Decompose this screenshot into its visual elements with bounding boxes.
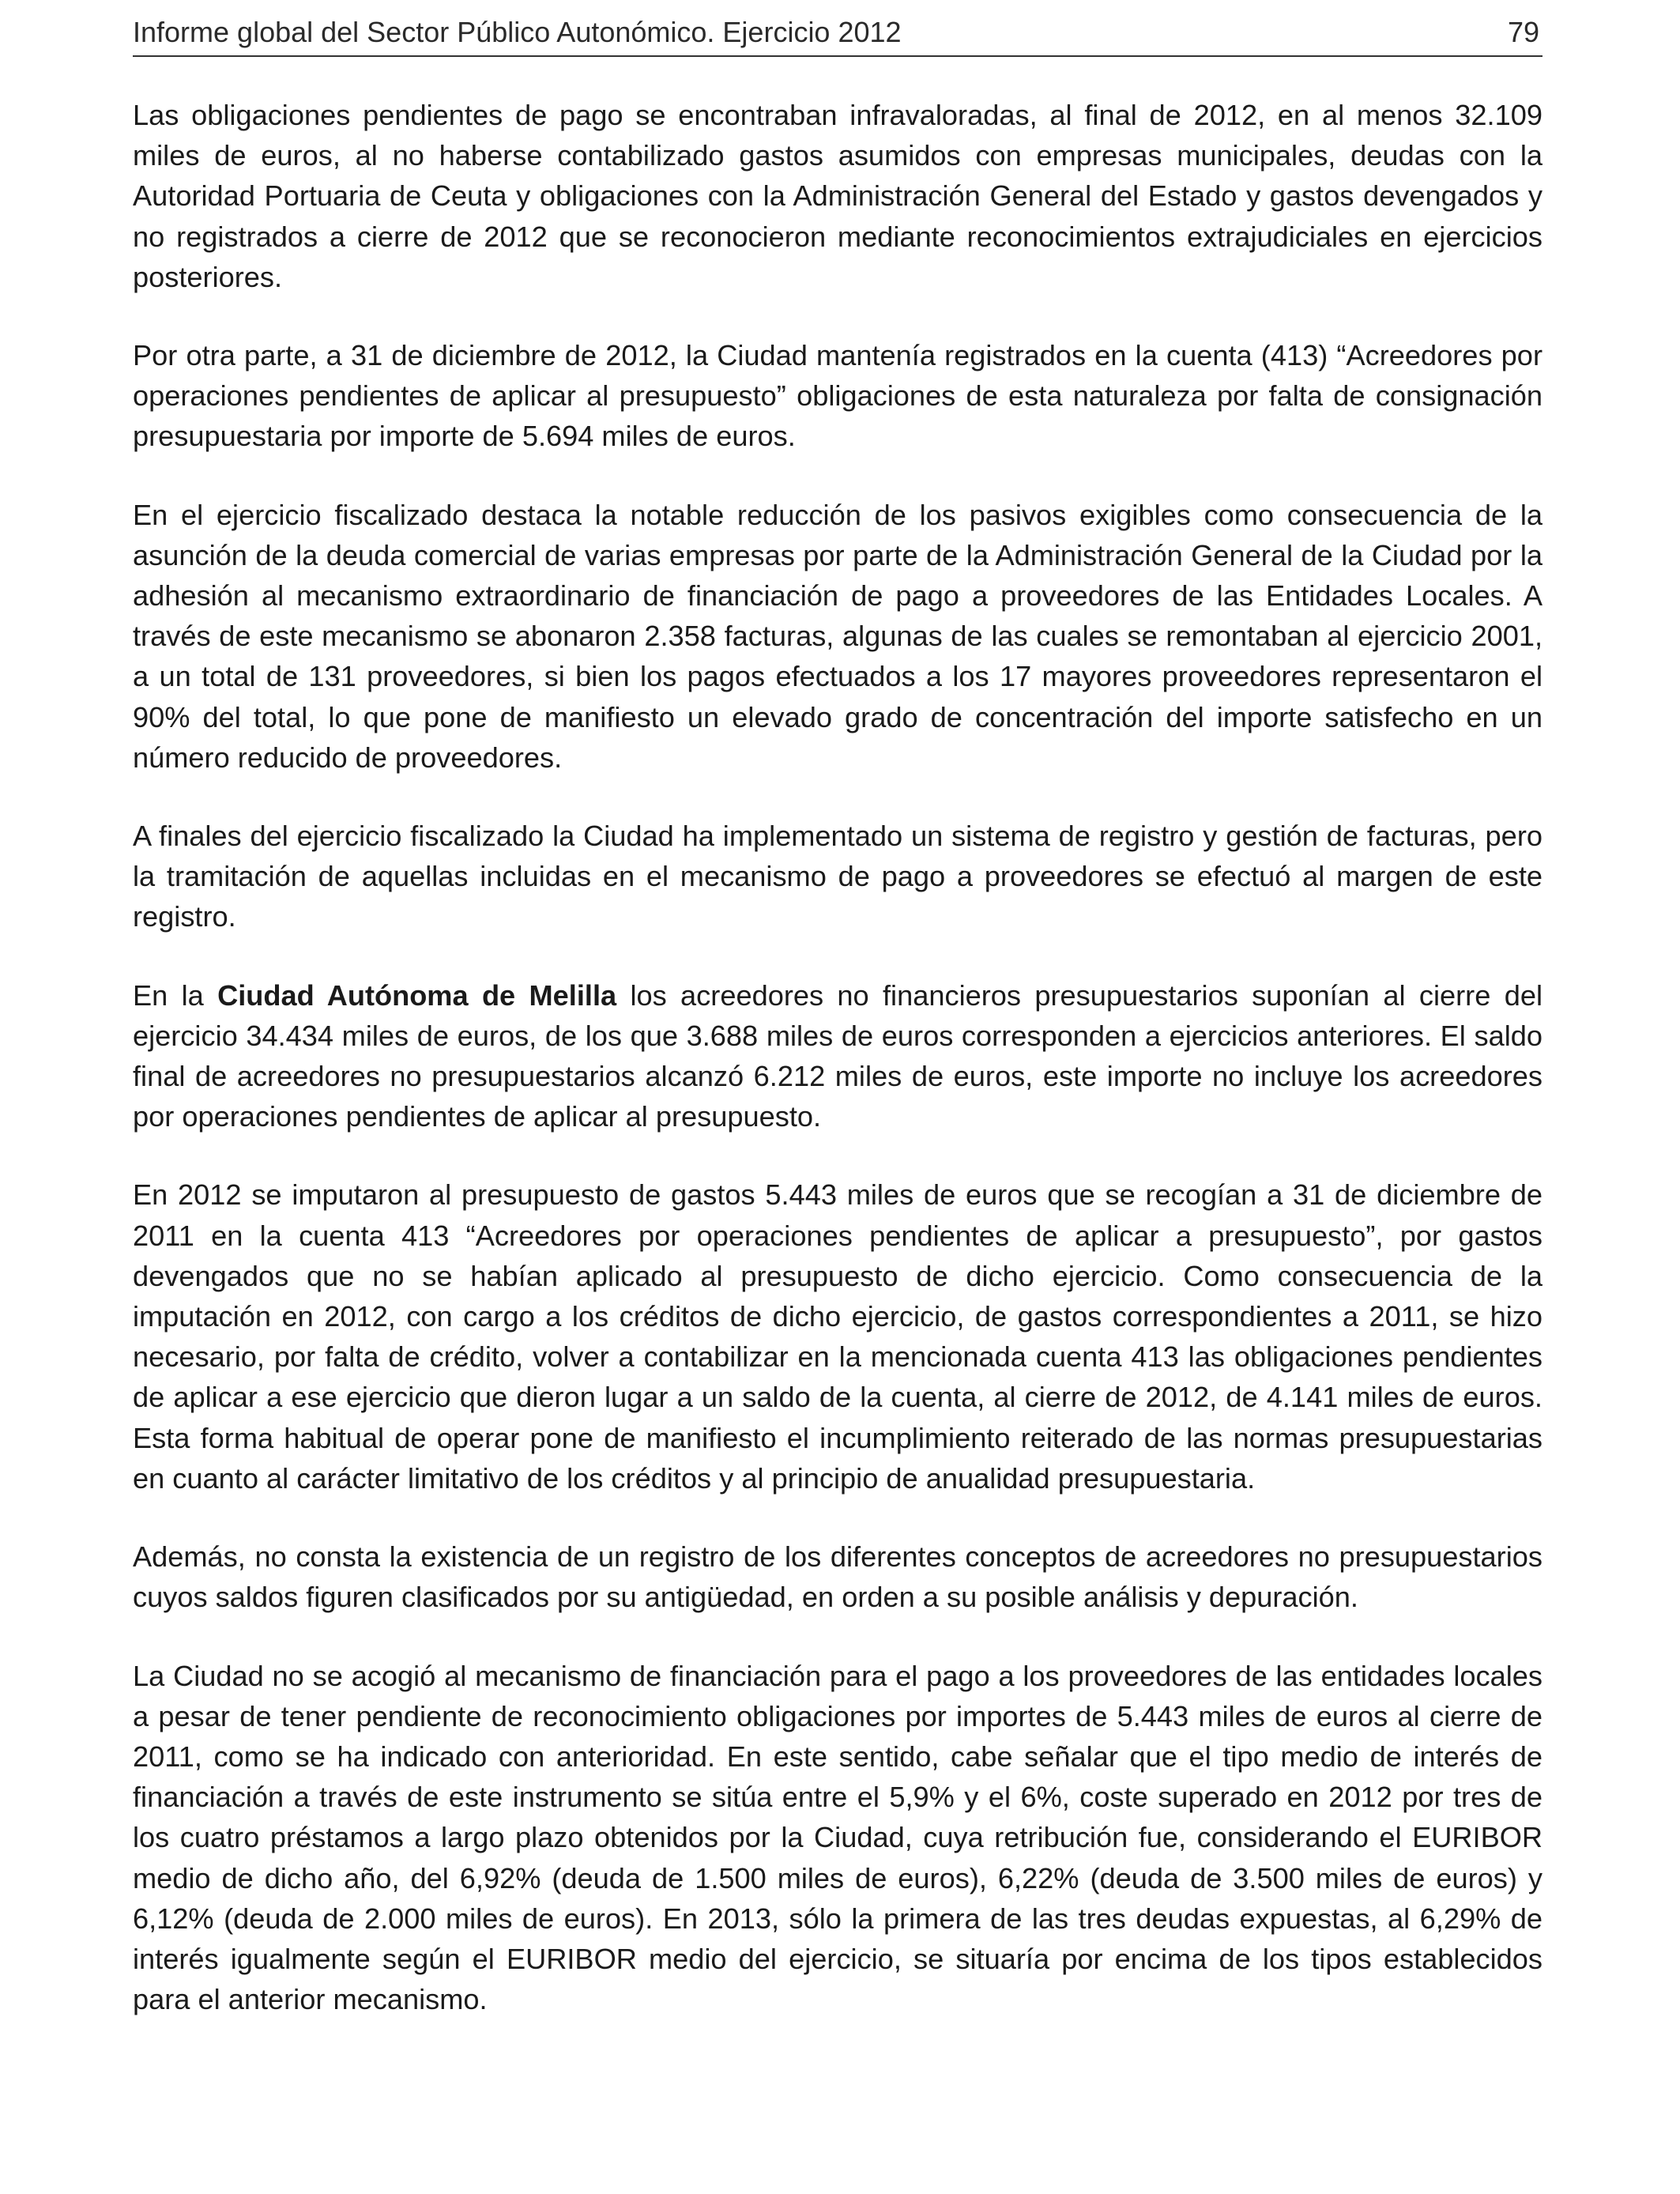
paragraph-mecanismo-financiacion: La Ciudad no se acogió al mecanismo de financiación para el pago a los proveedores de las entidades locales a pesar de tener pendiente de reconocimiento obligaciones por importes de 5.443 miles de euros al cierre de 2011, como se ha indicado con anterioridad. En este sentido, cabe señalar que el tipo medio de interés de financiación a través de este instrumento se sitúa entre el 5,9% y el 6%, coste superado en 2012 por tres de los cuatro préstamos a largo plazo obtenidos por la Ciudad, cuya retribución fue, considerando el EURIBOR medio de dicho año, del 6,92% (deuda de 1.500 miles de euros), 6,22% (deuda de 3.500 miles de euros) y 6,12% (deuda de 2.000 miles de euros). En 2013, sólo la primera de las tres deudas expuestas, al 6,29% de interés igualmente según el EURIBOR medio del ejercicio, se situaría por encima de los tipos establecidos para el anterior mecanismo. — [133, 1659, 1543, 2016]
header-title: Informe global del Sector Público Autonómico. Ejercicio 2012 — [133, 16, 902, 48]
paragraph-melilla-acreedores — [133, 975, 1543, 1137]
document-body — [133, 95, 1543, 2057]
document-page — [133, 0, 1543, 2194]
ciudad-melilla-emphasis: Ciudad Autónoma de Melilla — [217, 978, 617, 1012]
paragraph-melilla-rest: los acreedores no financieros presupuestarios suponían al cierre del ejercicio 34.434 miles de euros, de los que 3.688 miles de euros corresponden a ejercicios anteriores. El saldo final de acreedores no presupuestarios alcanzó 6.212 miles de euros, este importe no incluye los acreedores por operaciones pendientes de aplicar al presupuesto. — [133, 978, 1543, 1133]
paragraph-registro-acreedores: Además, no consta la existencia de un registro de los diferentes conceptos de acreedores no presupuestarios cuyos saldos figuren clasificados por su antigüedad, en orden a su posible análisis y depuración. — [133, 1540, 1543, 1614]
page-header — [133, 9, 1543, 57]
paragraph-cuenta-413: Por otra parte, a 31 de diciembre de 2012, la Ciudad mantenía registrados en la cuenta (413) “Acreedores por operaciones pendientes de aplicar al presupuesto” obligaciones de esta naturaleza por falta de consignación presupuestaria por importe de 5.694 miles de euros. — [133, 339, 1543, 453]
paragraph-melilla-lead: En la — [133, 978, 218, 1012]
paragraph-obligaciones-pendientes: Las obligaciones pendientes de pago se encontraban infravaloradas, al final de 2012, en al menos 32.109 miles de euros, al no haberse contabilizado gastos asumidos con empresas municipales, deudas con la Autoridad Portuaria de Ceuta y obligaciones con la Administración General del Estado y gastos devengados y no registrados a cierre de 2012 que se reconocieron mediante reconocimientos extrajudiciales en ejercicios posteriores. — [133, 99, 1543, 293]
page-number: 79 — [1507, 16, 1539, 48]
paragraph-imputacion-2012: En 2012 se imputaron al presupuesto de gastos 5.443 miles de euros que se recogían a 31 de diciembre de 2011 en la cuenta 413 “Acreedores por operaciones pendientes de aplicar a presupuesto”, por gastos devengados que no se habían aplicado al presupuesto de dicho ejercicio. Como consecuencia de la imputación en 2012, con cargo a los créditos de dicho ejercicio, de gastos correspondientes a 2011, se hizo necesario, por falta de crédito, volver a contabilizar en la mencionada cuenta 413 las obligaciones pendientes de aplicar a ese ejercicio que dieron lugar a un saldo de la cuenta, al cierre de 2012, de 4.141 miles de euros. Esta forma habitual de operar pone de manifiesto el incumplimiento reiterado de las normas presupuestarias en cuanto al carácter limitativo de los créditos y al principio de anualidad presupuestaria. — [133, 1178, 1543, 1495]
paragraph-reduccion-pasivos: En el ejercicio fiscalizado destaca la notable reducción de los pasivos exigibles como consecuencia de la asunción de la deuda comercial de varias empresas por parte de la Administración General de la Ciudad por la adhesión al mecanismo extraordinario de financiación de pago a proveedores de las Entidades Locales. A través de este mecanismo se abonaron 2.358 facturas, algunas de las cuales se remontaban al ejercicio 2001, a un total de 131 proveedores, si bien los pagos efectuados a los 17 mayores proveedores representaron el 90% del total, lo que pone de manifiesto un elevado grado de concentración del importe satisfecho en un número reducido de proveedores. — [133, 498, 1543, 774]
paragraph-registro-facturas: A finales del ejercicio fiscalizado la Ciudad ha implementado un sistema de registro y gestión de facturas, pero la tramitación de aquellas incluidas en el mecanismo de pago a proveedores se efectuó al margen de este registro. — [133, 820, 1543, 933]
